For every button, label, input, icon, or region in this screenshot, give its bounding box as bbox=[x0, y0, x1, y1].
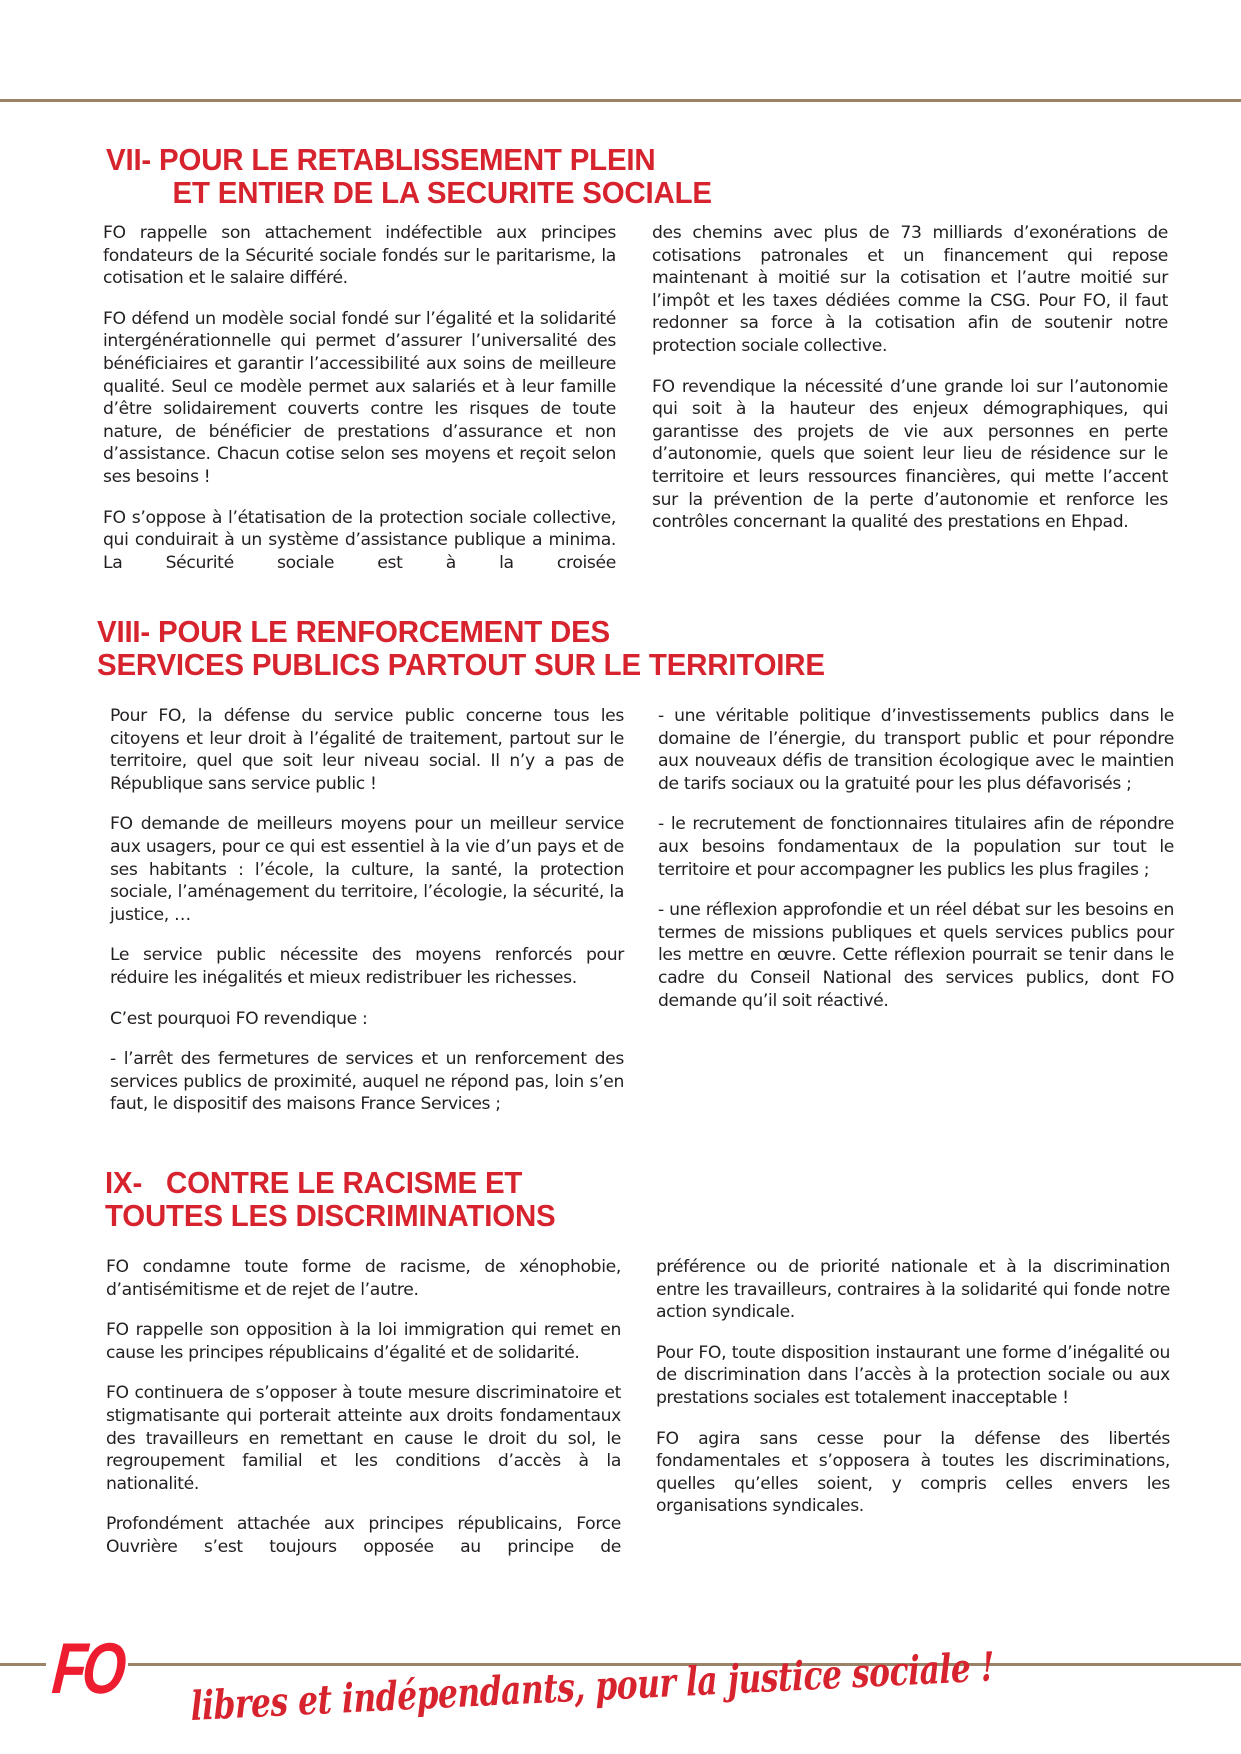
paragraph: FO revendique la nécessité d’une grande loi sur l’autonomie qui soit à la hauteur des enjeux démographiques, qui garantisse des projets de vie aux personnes en perte d’autonomie, quels que soient leur lieu de résidence sur le territoire et leurs ressources financières, qui mette l’accent sur la prévention de la perte d’autonomie et renforce les contrôles concernant la qualité des prestations en Ehpad. bbox=[652, 376, 1168, 533]
paragraph: FO continuera de s’opposer à toute mesure discriminatoire et stigmatisante qui porterait atteinte aux droits fondamentaux des travailleurs en remettant en cause le droit du sol, le regroupement familial et les conditions d’accès à la nationalité. bbox=[106, 1383, 621, 1494]
section-7-heading-line-2: ET ENTIER DE LA SECURITE SOCIALE bbox=[172, 175, 712, 210]
paragraph: des chemins avec plus de 73 milliards d’exonérations de cotisations patronales et un financement qui repose maintenant à moitié sur la cotisation et l’autre moitié sur l’impôt et les taxes dédiées comme la CSG. Pour FO, il faut redonner sa force à la cotisation afin de soutenir notre protection sociale collective. bbox=[652, 223, 1168, 356]
section-7-right-column bbox=[652, 222, 1168, 534]
paragraph: FO condamne toute forme de racisme, de xénophobie, d’antisémitisme et de rejet de l’autre. bbox=[106, 1257, 621, 1300]
paragraph: Profondément attachée aux principes républicains, Force Ouvrière s’est toujours opposée au principe de bbox=[106, 1514, 621, 1557]
paragraph: Pour FO, toute disposition instaurant une forme d’inégalité ou de discrimination dans l’accès à la protection sociale ou aux prestations sociales est totalement inacceptable ! bbox=[656, 1342, 1170, 1408]
paragraph: FO s’oppose à l’étatisation de la protection sociale collective, qui conduirait à un système d’assistance publique a minima. La Sécurité sociale est à la croisée bbox=[103, 507, 616, 573]
section-8-heading-line-1: VIII- POUR LE RENFORCEMENT DES bbox=[97, 614, 610, 649]
footer-slogan: libres et indépendants, pour la justice sociale ! bbox=[189, 1643, 995, 1730]
section-9-left-column bbox=[106, 1256, 621, 1559]
fo-logo bbox=[46, 1629, 128, 1709]
paragraph: FO rappelle son attachement indéfectible aux principes fondateurs de la Sécurité sociale fondés sur le paritarisme, la cotisation et le salaire différé. bbox=[103, 223, 616, 289]
section-8-heading bbox=[97, 615, 825, 681]
paragraph: préférence ou de priorité nationale et à la discrimination entre les travailleurs, contraires à la solidarité qui fonde notre action syndicale. bbox=[656, 1257, 1170, 1323]
paragraph: Le service public nécessite des moyens renforcés pour réduire les inégalités et mieux redistribuer les richesses. bbox=[110, 945, 624, 988]
paragraph: FO rappelle son opposition à la loi immigration qui remet en cause les principes républicains d’égalité et de solidarité. bbox=[106, 1320, 621, 1363]
section-7-left-column bbox=[103, 222, 616, 574]
fo-logo-text: FO bbox=[49, 1629, 125, 1709]
list-item: - une véritable politique d’investissements publics dans le domaine de l’énergie, du transport public et pour répondre aux nouveaux défis de transition écologique avec le maintien de tarifs sociaux ou la gratuité pour les plus défavorisés ; bbox=[658, 706, 1174, 794]
section-8-right-column bbox=[658, 705, 1174, 1012]
section-9-right-column bbox=[656, 1256, 1170, 1518]
section-9-heading bbox=[105, 1166, 555, 1232]
section-8-heading-line-2: SERVICES PUBLICS PARTOUT SUR LE TERRITOIRE bbox=[97, 647, 825, 682]
list-item: - une réflexion approfondie et un réel débat sur les besoins en termes de missions publiques et quels services publics pour les mettre en œuvre. Cette réflexion pourrait se tenir dans le cadre du Conseil National des services publics, dont FO demande qu’il soit réactivé. bbox=[658, 900, 1174, 1011]
list-item: - le recrutement de fonctionnaires titulaires afin de répondre aux besoins fondamentaux de la population sur tout le territoire et pour accompagner les publics les plus fragiles ; bbox=[658, 814, 1174, 880]
section-7-heading bbox=[106, 143, 712, 209]
section-7-heading-line-1: VII- POUR LE RETABLISSEMENT PLEIN bbox=[106, 142, 656, 177]
section-9-heading-line-1: IX- CONTRE LE RACISME ET bbox=[105, 1165, 523, 1200]
top-divider-rule bbox=[0, 99, 1241, 102]
section-9-heading-line-2: TOUTES LES DISCRIMINATIONS bbox=[105, 1198, 556, 1233]
paragraph: FO agira sans cesse pour la défense des libertés fondamentales et s’opposera à toutes les discriminations, quelles qu’elles soient, y compris celles envers les organisations syndicales. bbox=[656, 1428, 1170, 1517]
paragraph: FO défend un modèle social fondé sur l’égalité et la solidarité intergénérationnelle qui permet d’assurer l’universalité des bénéficiaires et garantir l’accessibilité aux soins de meilleure qualité. Seul ce modèle permet aux salariés et à leur famille d’être solidairement couverts contre les risques de toute nature, de bénéficier de prestations d’assurance et non d’assistance. Chacun cotise selon ses moyens et reçoit selon ses besoins ! bbox=[103, 308, 616, 487]
paragraph: Pour FO, la défense du service public concerne tous les citoyens et leur droit à l’égalité de traitement, partout sur le territoire, quel que soit leur niveau social. Il n’y a pas de République sans service public ! bbox=[110, 706, 624, 794]
section-8-left-column bbox=[110, 705, 624, 1116]
list-item: - l’arrêt des fermetures de services et un renforcement des services publics de proximité, auquel ne répond pas, loin s’en faut, le dispositif des maisons France Services ; bbox=[110, 1049, 624, 1115]
paragraph: C’est pourquoi FO revendique : bbox=[110, 1008, 368, 1029]
paragraph: FO demande de meilleurs moyens pour un meilleur service aux usagers, pour ce qui est essentiel à la vie d’un pays et de ses habitants : l’école, la culture, la santé, la protection sociale, l’aménagement du territoire, l’écologie, la sécurité, la justice, … bbox=[110, 814, 624, 925]
